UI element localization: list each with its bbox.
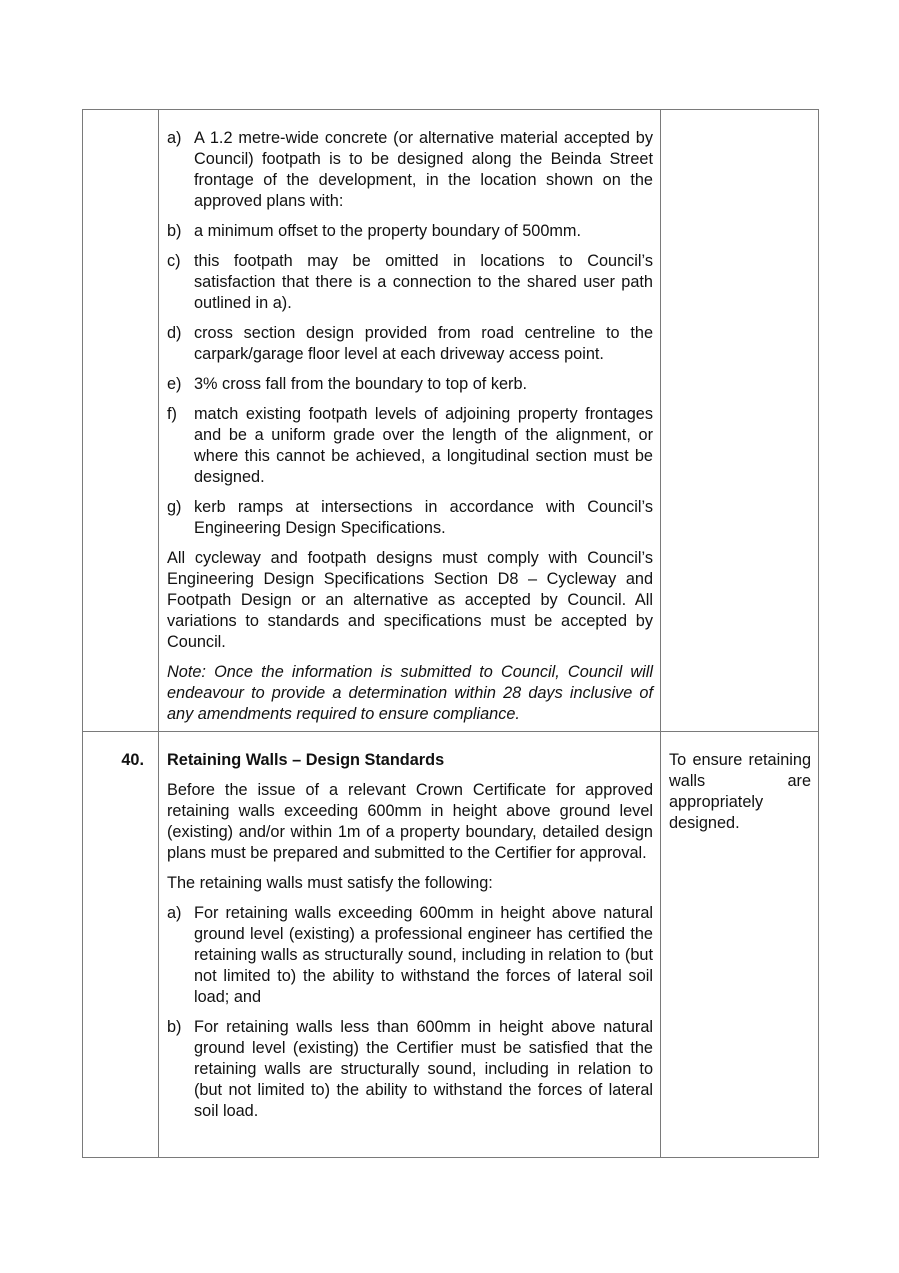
condition-intro: Before the issue of a relevant Crown Certificate for approved retaining walls exceeding 600mm in height above ground level (existing) and/or within 1m of a property boundary, detailed design plans must be prepared and submitted to the Certifier for approval. — [167, 781, 653, 862]
list-item-text: kerb ramps at intersections in accordance with Council’s Engineering Design Specifications. — [194, 498, 653, 537]
condition-continuation-cell — [167, 128, 653, 734]
list-item-label: a) — [167, 904, 182, 922]
condition-heading: Retaining Walls – Design Standards — [167, 751, 445, 769]
list-item-text: A 1.2 metre-wide concrete (or alternative material accepted by Council) footpath is to be designed along the Beinda Street frontage of the development, in the location shown on the approved plans with: — [194, 129, 653, 210]
list-item-text: match existing footpath levels of adjoining property frontages and be a uniform grade over the length of the alignment, or where this cannot be achieved, a longitudinal section must be designed. — [194, 405, 653, 486]
list-item — [167, 323, 653, 365]
list-item-label: e) — [167, 375, 182, 393]
list-item-label: d) — [167, 324, 182, 342]
list-item-text: a minimum offset to the property boundary of 500mm. — [194, 222, 582, 240]
list-item — [167, 374, 653, 395]
list-item — [167, 128, 653, 212]
list-item-text: For retaining walls exceeding 600mm in height above natural ground level (existing) a professional engineer has certified the retaining walls as structurally sound, including in relation to (but not limited to) the ability to withstand the forces of lateral soil load; and — [194, 904, 653, 1006]
table-border-right — [818, 109, 819, 1158]
list-item — [167, 221, 653, 242]
list-item — [167, 251, 653, 314]
list-item-label: f) — [167, 405, 177, 423]
condition-reason: To ensure retaining walls are appropriately designed. — [669, 751, 811, 832]
table-border-left — [82, 109, 83, 1158]
column-divider-2 — [660, 109, 661, 1158]
column-divider-1 — [158, 109, 159, 1158]
list-item-label: g) — [167, 498, 182, 516]
list-item — [167, 404, 653, 488]
condition-40-cell — [167, 750, 653, 1131]
list-item — [167, 497, 653, 539]
list-item-text: For retaining walls less than 600mm in height above natural ground level (existing) the Certifier must be satisfied that the retaining walls are structurally sound, including in relation to (but not limited to) the ability to withstand the forces of lateral soil load. — [194, 1018, 653, 1120]
list-item — [167, 1017, 653, 1122]
list-item-text: 3% cross fall from the boundary to top of kerb. — [194, 375, 528, 393]
table-border-top — [82, 109, 819, 110]
list-item — [167, 903, 653, 1008]
footpath-requirements-list — [167, 128, 653, 539]
list-item-label: b) — [167, 1018, 182, 1036]
list-item-label: b) — [167, 222, 182, 240]
condition-number: 40. — [121, 751, 144, 769]
condition-lead: The retaining walls must satisfy the following: — [167, 874, 493, 892]
cycleway-paragraph: All cycleway and footpath designs must comply with Council’s Engineering Design Specifications Section D8 – Cycleway and Footpath Design or an alternative as accepted by Council. All variations to standards and specifications must be accepted by Council. — [167, 549, 653, 651]
list-item-text: cross section design provided from road centreline to the carpark/garage floor level at each driveway access point. — [194, 324, 653, 363]
list-item-label: c) — [167, 252, 181, 270]
table-border-bottom — [82, 1157, 819, 1158]
list-item-label: a) — [167, 129, 182, 147]
retaining-wall-requirements-list — [167, 903, 653, 1122]
determination-note: Note: Once the information is submitted to Council, Council will endeavour to provide a determination within 28 days inclusive of any amendments required to ensure compliance. — [167, 663, 653, 723]
list-item-text: this footpath may be omitted in locations to Council’s satisfaction that there is a connection to the shared user path outlined in a). — [194, 252, 653, 312]
